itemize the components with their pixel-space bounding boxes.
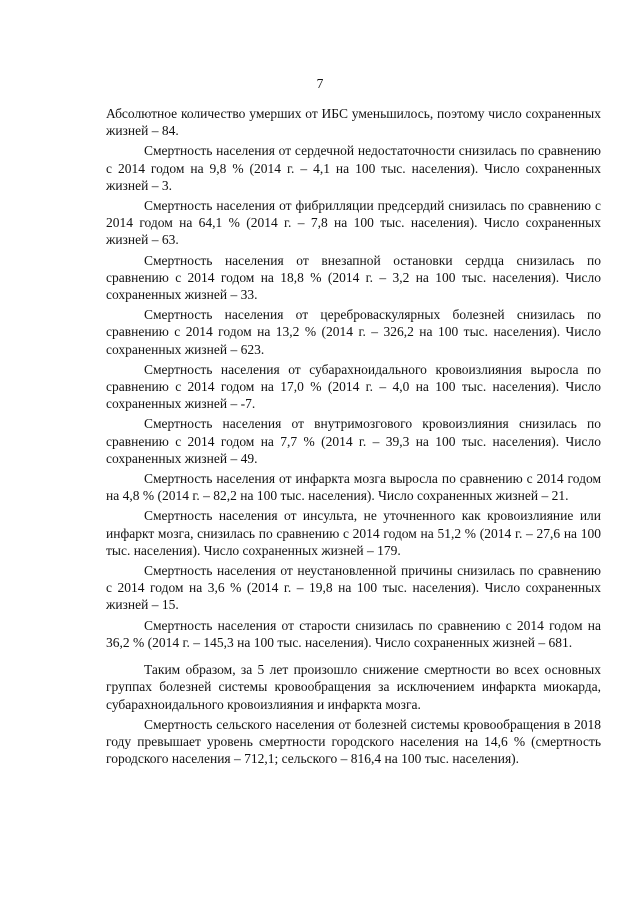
paragraph-summary: Таким образом, за 5 лет произошло снижение смертности во всех основных группах болезней системы кровообращения за исключением инфаркта миокарда, субарахноидального кровоизлияния и инфаркта мозга. — [106, 662, 601, 712]
page-number: 7 — [316, 76, 324, 91]
paragraph-subarachnoid: Смертность населения от субарахноидального кровоизлияния выросла по сравнению с 2014 годом на 17,0 % (2014 г. – 4,0 на 100 тыс. населения). Число сохраненных жизней – -7. — [106, 361, 601, 412]
paragraph-old-age: Смертность населения от старости снизилась по сравнению с 2014 годом на 36,2 % (2014 г. – 145,3 на 100 тыс. населения). Число сохраненных жизней – 681. — [106, 617, 601, 650]
paragraph-ihd-total: Абсолютное количество умерших от ИБС уменьшилось, поэтому число сохраненных жизней – 84. — [106, 106, 601, 139]
paragraph-stroke-unspecified: Смертность населения от инсульта, не уточненного как кровоизлияние или инфаркт мозга, снизилась по сравнению с 2014 годом на 51,2 % (2014 г. – 27,6 на 100 тыс. населения). Число сохраненных жизней – 179. — [106, 508, 601, 558]
paragraph-unknown-cause: Смертность населения от неустановленной причины снизилась по сравнению с 2014 годом на 3,6 % (2014 г. – 19,8 на 100 тыс. населения). Число сохраненных жизней – 15. — [106, 563, 601, 613]
paragraph-cerebrovascular: Смертность населения от цереброваскулярных болезней снизилась по сравнению с 2014 годом на 13,2 % (2014 г. – 326,2 на 100 тыс. населения). Число сохраненных жизней – 623. — [106, 307, 601, 357]
paragraph-intracerebral: Смертность населения от внутримозгового кровоизлияния снизилась по сравнению с 2014 годом на 7,7 % (2014 г. – 39,3 на 100 тыс. населения). Число сохраненных жизней – 49. — [106, 416, 601, 466]
paragraph-rural-urban: Смертность сельского населения от болезней системы кровообращения в 2018 году превышает уровень смертности городского населения на 14,6 % (смертность городского населения – 712,1; сельского – 816,4 на 100 тыс. населения). — [106, 716, 601, 767]
paragraph-cerebral-infarction: Смертность населения от инфаркта мозга выросла по сравнению с 2014 годом на 4,8 % (2014 г. – 82,2 на 100 тыс. населения). Число сохраненных жизней – 21. — [106, 471, 601, 504]
document-body — [106, 105, 601, 770]
paragraph-sudden-cardiac-arrest: Смертность населения от внезапной остановки сердца снизилась по сравнению с 2014 годом на 18,8 % (2014 г. – 3,2 на 100 тыс. населения). Число сохраненных жизней – 33. — [106, 252, 601, 303]
paragraph-atrial-fibrillation: Смертность населения от фибрилляции предсердий снизилась по сравнению с 2014 годом на 64,1 % (2014 г. – 7,8 на 100 тыс. населения). Число сохраненных жизней – 63. — [106, 198, 601, 248]
paragraph-heart-failure: Смертность населения от сердечной недостаточности снизилась по сравнению с 2014 годом на 9,8 % (2014 г. – 4,1 на 100 тыс. населения). Число сохраненных жизней – 3. — [106, 143, 601, 193]
